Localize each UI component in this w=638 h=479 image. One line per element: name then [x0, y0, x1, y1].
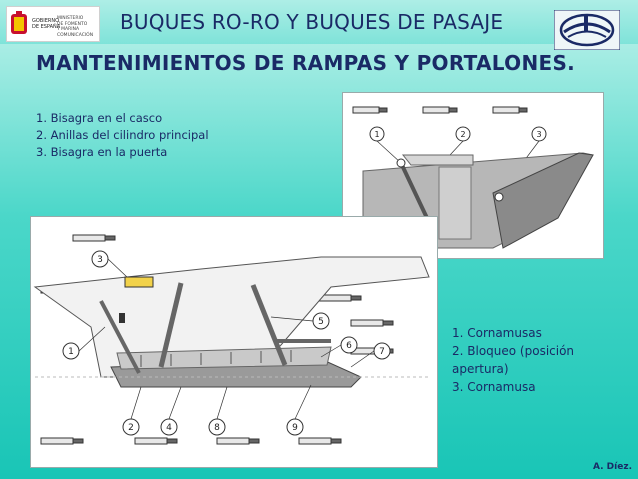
ministry-line-3: Y MARINA	[57, 27, 80, 32]
school-logo-icon	[554, 10, 620, 50]
callout-label: 4	[166, 423, 172, 433]
gov-line-1: GOBIERNO	[32, 18, 60, 24]
ministry-line-4: COMUNICACIÓN	[57, 32, 94, 38]
list-item: apertura)	[452, 362, 509, 376]
government-name	[32, 18, 60, 30]
callout-label: 2	[128, 423, 134, 433]
callout-label: 1	[68, 347, 74, 357]
list-item: 3. Cornamusa	[452, 380, 536, 394]
author-credit: A. Díez.	[593, 462, 633, 472]
cleats-list	[452, 324, 574, 396]
government-logo	[6, 6, 100, 42]
ministry-line-1: MINISTERIO	[57, 16, 84, 21]
list-item: 3. Bisagra en la puerta	[36, 145, 168, 159]
callout-label: 6	[346, 341, 352, 351]
callout-label: 3	[536, 130, 542, 139]
hinge-points-list	[36, 110, 209, 161]
list-item: 2. Bloqueo (posición	[452, 344, 575, 358]
list-item: 2. Anillas del cilindro principal	[36, 128, 209, 142]
ministry-line-2: DE FOMENTO	[57, 21, 88, 27]
callout-label: 8	[214, 423, 220, 433]
list-item: 1. Cornamusas	[452, 326, 542, 340]
coat-of-arms-icon	[10, 10, 28, 38]
ministry-name	[57, 16, 97, 38]
slide-subtitle: MANTENIMIENTOS DE RAMPAS Y PORTALONES.	[36, 51, 576, 75]
callout-label: 1	[374, 130, 380, 139]
slide-title: BUQUES RO-RO Y BUQUES DE PASAJE	[120, 10, 504, 34]
callout-label: 9	[292, 423, 298, 433]
gov-line-2: DE ESPAÑA	[32, 24, 61, 30]
callout-label: 5	[318, 317, 324, 327]
callout-label: 2	[460, 130, 466, 139]
callout-label: 3	[97, 255, 103, 265]
ramp-diagram	[30, 216, 438, 468]
callout-label: 7	[379, 347, 385, 357]
list-item: 1. Bisagra en el casco	[36, 111, 163, 125]
